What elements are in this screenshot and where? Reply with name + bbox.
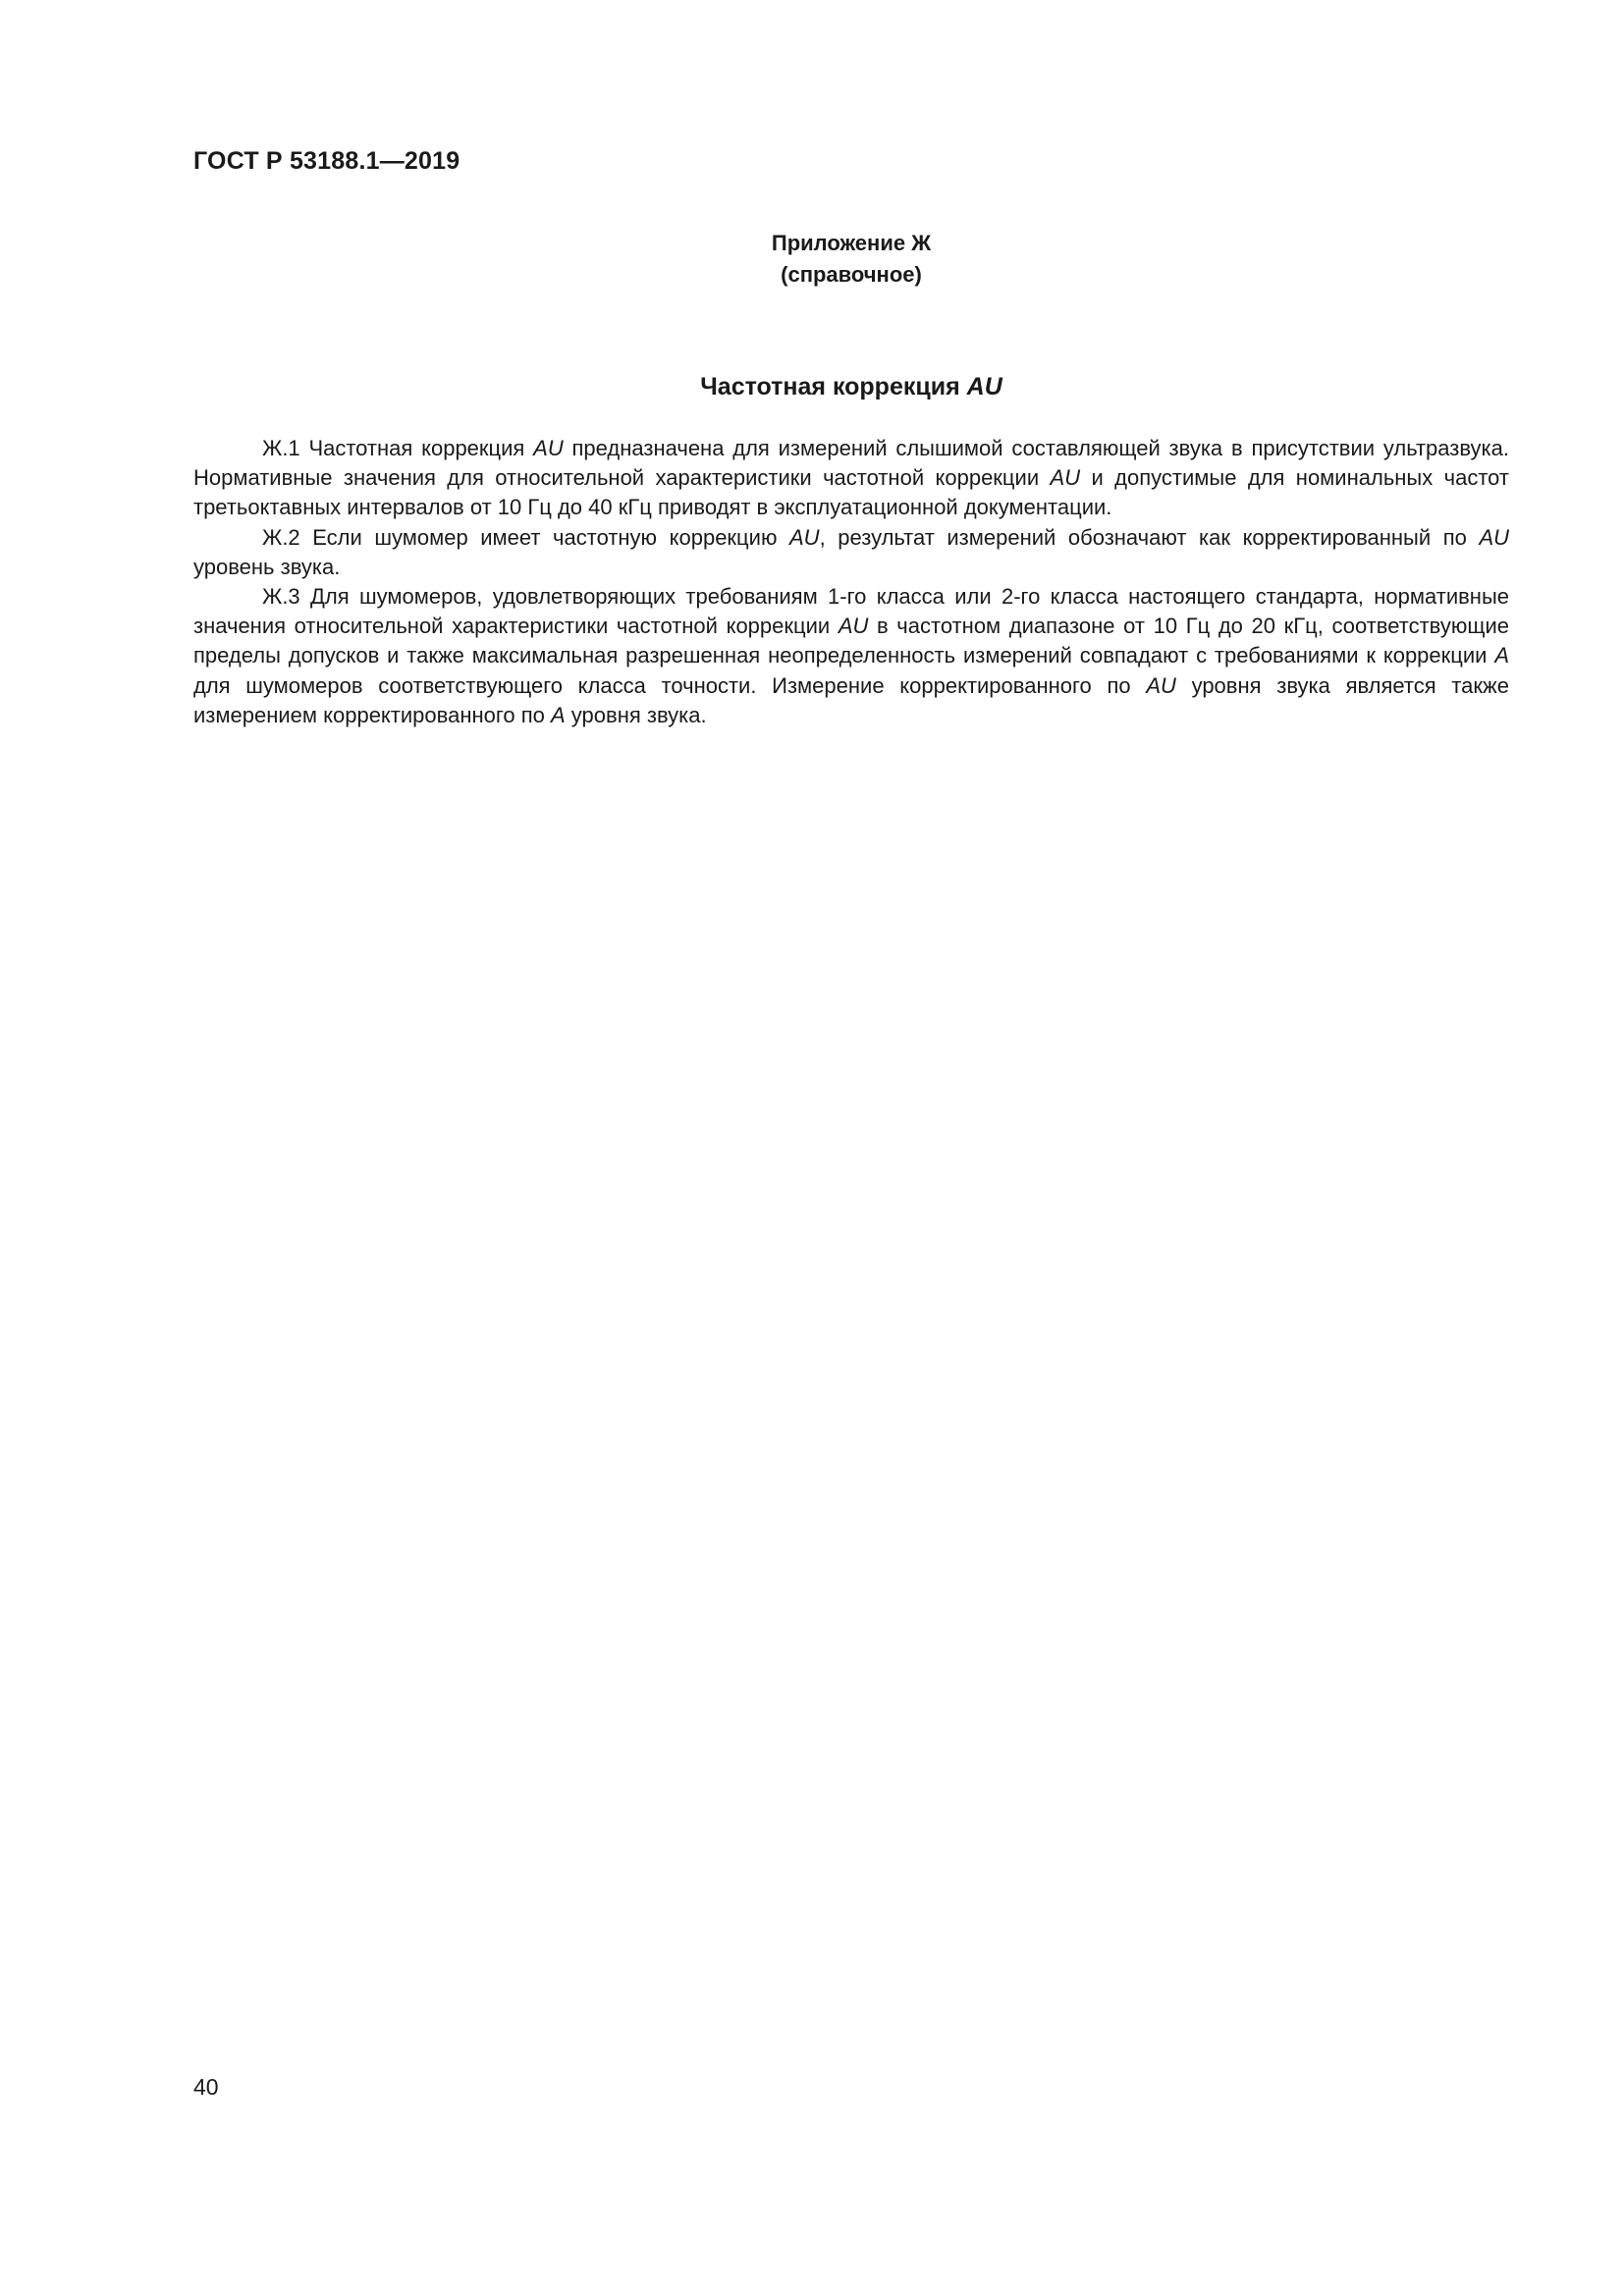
document-code: ГОСТ Р 53188.1—2019 <box>193 147 460 175</box>
text-run: в частотном диапазоне от 10 Гц до 20 кГц, соответствующие пределы допусков и также максимальная разрешенная неопределенность измерений совпадают с требованиями к коррекции <box>193 614 1509 668</box>
section-title <box>193 373 1509 401</box>
paragraph-zh1 <box>193 434 1509 523</box>
symbol-run: AU <box>1050 465 1081 491</box>
page-number: 40 <box>193 2074 219 2100</box>
text-run: Ж.1 Частотная коррекция <box>262 436 534 460</box>
symbol-run: AU <box>1146 672 1176 698</box>
text-run: Ж.3 Для шумомеров, удовлетворяющих требованиям 1-го класса или 2-го класса настоящего стандарта, нормативные значения относительной характеристики частотной коррекции <box>193 584 1509 639</box>
section-title-symbol: AU <box>966 373 1002 400</box>
paragraph-zh3 <box>193 582 1509 730</box>
symbol-run: A <box>551 702 566 727</box>
paragraph-zh2 <box>193 523 1509 582</box>
symbol-run: AU <box>533 436 564 460</box>
body-text <box>193 434 1509 730</box>
symbol-run: AU <box>789 524 820 550</box>
text-run: уровня звука является также измерением корректированного по <box>193 672 1509 727</box>
appendix-type: (справочное) <box>781 262 922 287</box>
appendix-heading <box>193 228 1509 291</box>
text-run: , результат измерений обозначают как корректированный по <box>819 524 1480 550</box>
text-run: уровня звука. <box>565 702 707 727</box>
text-run: Ж.2 Если шумомер имеет частотную коррекцию <box>262 524 789 550</box>
symbol-run: AU <box>1479 524 1509 550</box>
section-title-text: Частотная коррекция <box>700 373 967 400</box>
symbol-run: A <box>1494 643 1509 668</box>
text-run: предназначена для измерений слышимой составляющей звука в присутствии ультразвука. Нормативные значения для относительной характеристики частотной коррекции <box>193 436 1509 491</box>
text-run: для шумомеров соответствующего класса точности. Измерение корректированного по <box>193 672 1147 698</box>
symbol-run: AU <box>838 614 869 639</box>
appendix-label: Приложение Ж <box>771 231 932 255</box>
text-run: уровень звука. <box>193 554 341 579</box>
text-run: и допустимые для номинальных частот третьоктавных интервалов от 10 Гц до 40 кГц приводят в эксплуатационной документации. <box>193 465 1509 520</box>
